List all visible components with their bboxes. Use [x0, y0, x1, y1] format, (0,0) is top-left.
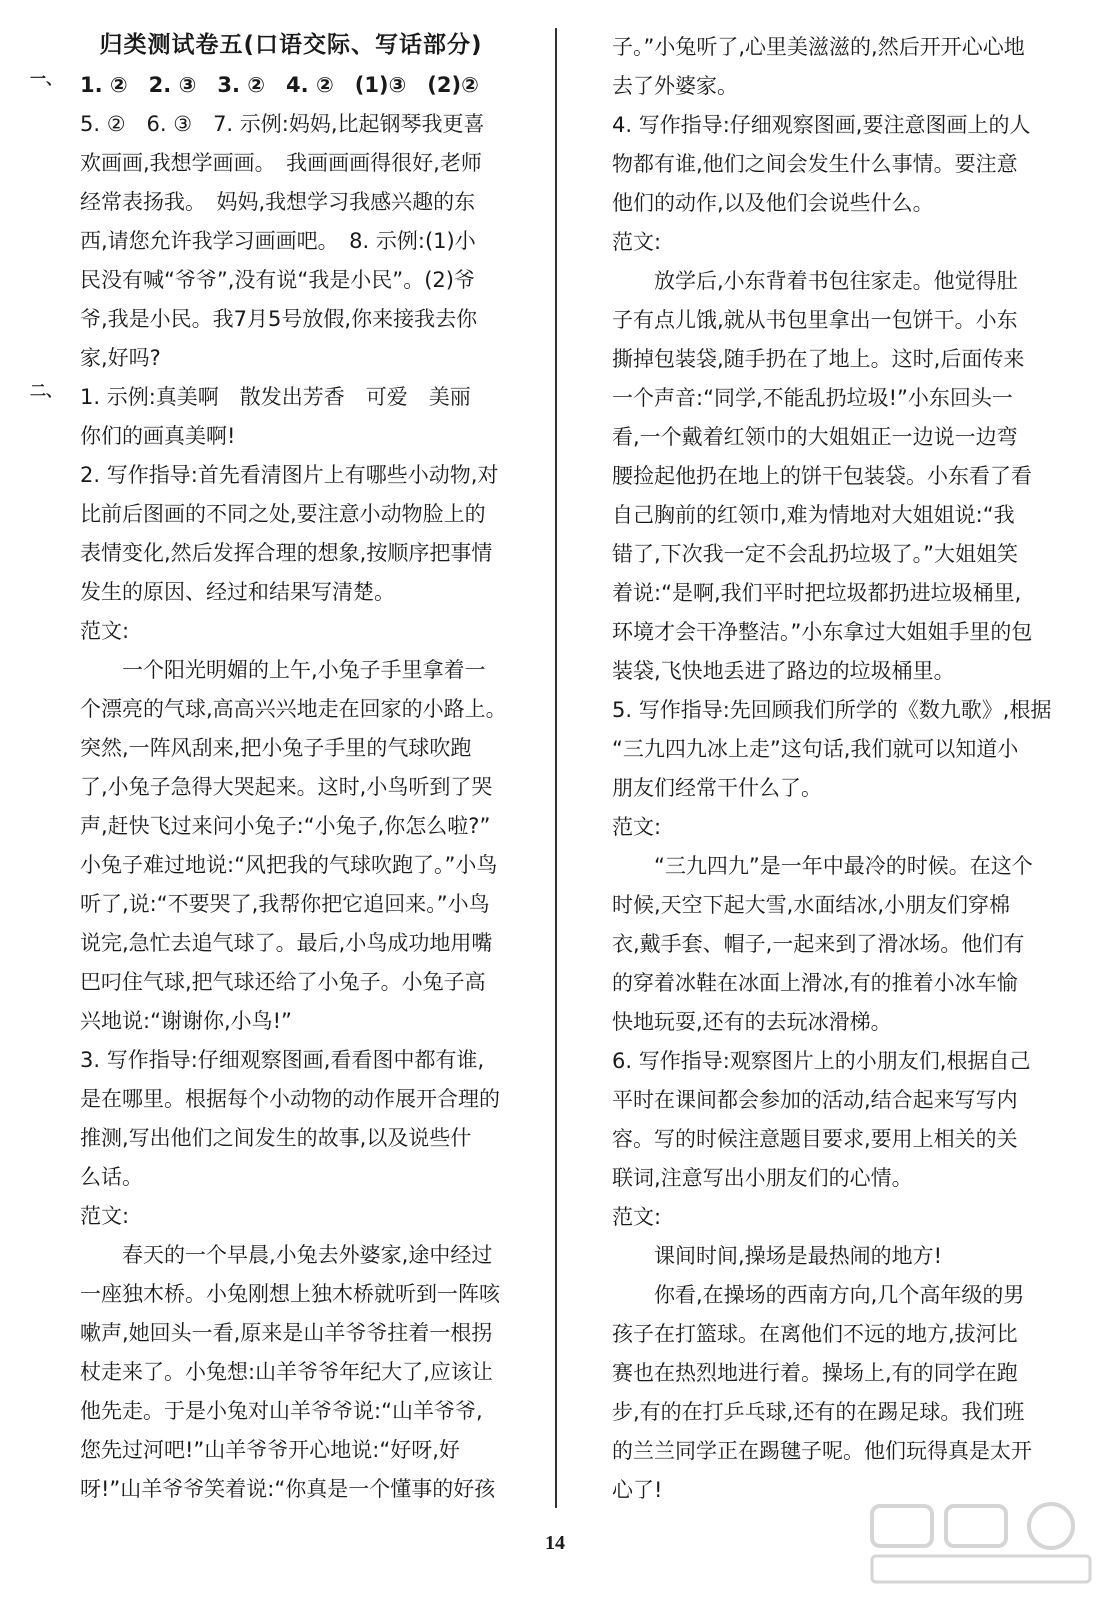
q2-guide-line: 2. 写作指导:首先看清图片上有哪些小动物,对 [80, 463, 499, 487]
q3-essay-line: 他先走。于是小兔对山羊爷爷说:“山羊爷爷, [80, 1399, 483, 1423]
section-two-body [30, 417, 552, 1509]
q5-essay-line: 快地玩耍,还有的去玩冰滑梯。 [612, 1010, 892, 1034]
q3-guide-line: 是在哪里。根据每个小动物的动作展开合理的 [80, 1087, 500, 1111]
q3-essay-line: 您先过河吧!”山羊爷爷开心地说:“好呀,好 [80, 1438, 460, 1462]
q2-fanwen-label: 范文: [80, 619, 130, 643]
q2-essay-line: 听了,说:“不要哭了,我帮你把它追回来。”小鸟 [80, 892, 490, 916]
section-two-line: 你们的画真美啊! [80, 424, 236, 448]
q6-guide-line: 容。写的时候注意题目要求,要用上相关的关 [612, 1127, 1018, 1151]
q2-essay-line: 巴叼住气球,把气球还给了小兔子。小兔子高 [80, 970, 486, 994]
q5-guide-line: 朋友们经常干什么了。 [612, 776, 822, 800]
q2-essay-line: 声,赶快飞过来问小兔子:“小兔子,你怎么啦?” [80, 814, 491, 838]
q3-essay-line: 春天的一个早晨,小兔去外婆家,途中经过 [122, 1243, 493, 1267]
q3-guide-line: 么话。 [80, 1165, 143, 1189]
q4-essay-line: 子有点儿饿,就从书包里拿出一包饼干。小东 [612, 308, 1018, 332]
q4-fanwen-label: 范文: [612, 230, 662, 254]
q6-essay-line: 赛也在热烈地进行着。操场上,有的同学在跑 [612, 1361, 1018, 1385]
section-one-line: 家,好吗? [80, 346, 161, 370]
section-one-line: 爷,我是小民。我7月5号放假,你来接我去你 [80, 307, 478, 331]
q5-essay-line: 衣,戴手套、帽子,一起来到了滑冰场。他们有 [612, 932, 1025, 956]
section-one-line: 1. ② 2. ③ 3. ② 4. ② (1)③ (2)② [80, 73, 479, 97]
q4-guide-line: 4. 写作指导:仔细观察图画,要注意图画上的人 [612, 113, 1031, 137]
q5-fanwen-label: 范文: [612, 815, 662, 839]
section-one-line: 欢画画,我想学画画。 我画画画得很好,老师 [80, 151, 482, 175]
section-two-label: 二、 [30, 381, 63, 400]
q5-essay-line: 时候,天空下起大雪,水面结冰,小朋友们穿棉 [612, 893, 1011, 917]
q6-essay-line: 的兰兰同学正在踢毽子呢。他们玩得真是太开 [612, 1439, 1032, 1463]
q5-essay-line: 的穿着冰鞋在冰面上滑冰,有的推着小冰车愉 [612, 971, 1018, 995]
q6-essay-line: 课间时间,操场是最热闹的地方! [654, 1244, 943, 1268]
q4-essay-line: 错了,下次我一定不会乱扔垃圾了。”大姐姐笑 [612, 542, 1019, 566]
q3-essay-line: 呀!”山羊爷爷笑着说:“你真是一个懂事的好孩 [80, 1477, 496, 1501]
q6-essay-line: 孩子在打篮球。在离他们不远的地方,拔河比 [612, 1322, 1018, 1346]
q2-essay-line: 了,小兔子急得大哭起来。这时,小鸟听到了哭 [80, 775, 493, 799]
q5-guide-line: “三九四九冰上走”这句话,我们就可以知道小 [612, 737, 1019, 761]
q2-essay-line: 个漂亮的气球,高高兴兴地走在回家的小路上。 [80, 697, 507, 721]
q6-fanwen-label: 范文: [612, 1205, 662, 1229]
q2-guide-line: 表情变化,然后发挥合理的想象,按顺序把事情 [80, 541, 493, 565]
q4-essay-line: 一个声音:“同学,不能乱扔垃圾!”小东回头一 [612, 386, 1013, 410]
q2-essay-line: 小兔子难过地说:“风把我的气球吹跑了。”小鸟 [80, 853, 498, 877]
q6-essay-line: 你看,在操场的西南方向,几个高年级的男 [654, 1283, 1025, 1307]
q3-guide-line: 推测,写出他们之间发生的故事,以及说些什 [80, 1126, 472, 1150]
section-one-label: 一、 [30, 69, 63, 88]
q4-essay-line: 看,一个戴着红领巾的大姐姐正一边说一边弯 [612, 425, 1018, 449]
q4-guide-line: 他们的动作,以及他们会说些什么。 [612, 191, 934, 215]
section-two-line: 1. 示例:真美啊 散发出芳香 可爱 美丽 [80, 385, 471, 409]
q2-essay-line: 说完,急忙去追气球了。最后,小鸟成功地用嘴 [80, 931, 493, 955]
q4-essay-line: 着说:“是啊,我们平时把垃圾都扔进垃圾桶里, [612, 581, 1022, 605]
section-one-line: 西,请您允许我学习画画吧。 8. 示例:(1)小 [80, 229, 476, 253]
q4-guide-line: 物都有谁,他们之间会发生什么事情。要注意 [612, 152, 1018, 176]
q4-essay-line: 自己胸前的红领巾,难为情地对大姐姐说:“我 [612, 503, 1015, 527]
q6-essay-line: 步,有的在打乒乓球,还有的在踢足球。我们班 [612, 1400, 1025, 1424]
section-one [30, 66, 552, 105]
q3-guide-line: 3. 写作指导:仔细观察图画,看看图中都有谁, [80, 1048, 485, 1072]
q4-essay-line: 撕掉包装袋,随手扔在了地上。这时,后面传来 [612, 347, 1025, 371]
q2-essay-line: 突然,一阵风刮来,把小兔子手里的气球吹跑 [80, 736, 472, 760]
q4-essay-line: 放学后,小东背着书包往家走。他觉得肚 [654, 269, 1018, 293]
q3-essay-line: 去了外婆家。 [612, 74, 738, 98]
q6-guide-line: 6. 写作指导:观察图片上的小朋友们,根据自己 [612, 1049, 1031, 1073]
q2-guide-line: 比前后图画的不同之处,要注意小动物脸上的 [80, 502, 486, 526]
left-column [30, 28, 552, 1509]
page-number: 14 [545, 1532, 565, 1554]
page-title: 归类测试卷五(口语交际、写话部分) [99, 32, 483, 58]
q4-essay-line: 环境才会干净整洁。”小东拿过大姐姐手里的包 [612, 620, 1033, 644]
q2-essay-line: 兴地说:“谢谢你,小鸟!” [80, 1009, 292, 1033]
q5-guide-line: 5. 写作指导:先回顾我们所学的《数九歌》,根据 [612, 698, 1052, 722]
q3-essay-line: 一座独木桥。小兔刚想上独木桥就听到一阵咳 [80, 1282, 500, 1306]
q3-essay-line: 子。”小兔听了,心里美滋滋的,然后开开心心地 [612, 35, 1025, 59]
q4-essay-line: 装袋,飞快地丢进了路边的垃圾桶里。 [612, 659, 955, 683]
section-one-body [30, 105, 552, 378]
q6-essay-line: 心了! [612, 1478, 663, 1502]
q6-guide-line: 联词,注意写出小朋友们的心情。 [612, 1166, 913, 1190]
q2-essay-line: 一个阳光明媚的上午,小兔子手里拿着一 [122, 658, 486, 682]
q2-guide-line: 发生的原因、经过和结果写清楚。 [80, 580, 395, 604]
q6-guide-line: 平时在课间都会参加的活动,结合起来写写内 [612, 1088, 1018, 1112]
column-divider [555, 28, 557, 1508]
q5-essay-line: “三九四九”是一年中最冷的时候。在这个 [654, 854, 1033, 878]
watermark-logo-icon [866, 1498, 1096, 1588]
q3-essay-line: 嗽声,她回头一看,原来是山羊爷爷拄着一根拐 [80, 1321, 493, 1345]
right-column [612, 28, 1080, 1510]
section-one-line: 5. ② 6. ③ 7. 示例:妈妈,比起钢琴我更喜 [80, 112, 485, 136]
q3-essay-line: 杖走来了。小兔想:山羊爷爷年纪大了,应该让 [80, 1360, 493, 1384]
q4-essay-line: 腰捡起他扔在地上的饼干包装袋。小东看了看 [612, 464, 1032, 488]
section-one-line: 经常表扬我。 妈妈,我想学习我感兴趣的东 [80, 190, 476, 214]
section-two [30, 378, 552, 417]
q3-fanwen-label: 范文: [80, 1204, 130, 1228]
section-one-line: 民没有喊“爷爷”,没有说“我是小民”。(2)爷 [80, 268, 475, 292]
